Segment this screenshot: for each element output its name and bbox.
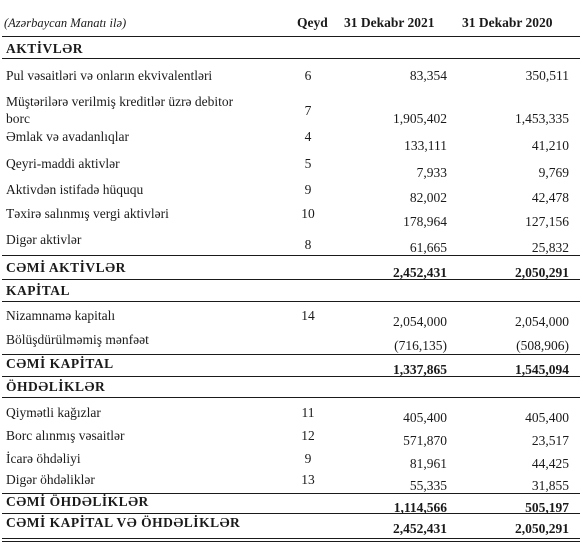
note-column-header: Qeyd <box>297 15 328 30</box>
header-divider <box>2 36 580 37</box>
section-divider <box>2 58 580 59</box>
year-2020-column-header: 31 Dekabr 2020 <box>462 15 553 30</box>
bottom-divider <box>2 538 580 539</box>
bottom-double-divider <box>2 541 580 542</box>
section-divider <box>2 397 580 398</box>
total-divider <box>2 354 580 355</box>
currency-unit: (Azərbaycan Manatı ilə) <box>4 16 127 30</box>
section-divider <box>2 279 580 280</box>
section-divider <box>2 376 580 377</box>
year-2021-column-header: 31 Dekabr 2021 <box>344 15 435 30</box>
balance-sheet: (Azərbaycan Manatı ilə) Qeyd 31 Dekabr 2021 31 Dekabr 2020 AKTİVLƏR Pul vəsaitləri və onların ekvivalentləri 6 83,354 350,511 Müştərilərə verilmiş kreditlər üzrə debitor 7 borc 1,905,402 1,453,335 Əmlak və avadanlıqlar 4 133,111 41,210 Qeyri-maddi aktivlər 5 7,933 9,769 Aktivdən istifadə hüququ 9 82,002 42,478 Təxirə salınmış vergi aktivləri 10 178,964 127,156 Digər aktivlər 8 61,665 25,832 CƏMİ AKTİVLƏR 2,452,431 2,050,291 KAPİTAL Nizamnamə kapitalı 14 2,054,000 2,054,000 Bölüşdürülməmiş mənfəət (716,135) (508,906) CƏMİ KAPİTAL 1,337,865 1,545,094 ÖHDƏLİKLƏR Qiymətli kağızlar 11 405,400 405,400 Borc alınmış vəsaitlər 12 571,870 23,517 İcarə öhdəliyi 9 81,961 44,425 Digər öhdəliklər 13 55,335 31,855 CƏMİ ÖHDƏLİKLƏR 1,114,566 505,197 CƏMİ KAPİTAL VƏ ÖHDƏLİKLƏR 2,452,431 2,050,291 <box>0 0 583 552</box>
table-header <box>0 0 583 36</box>
section-divider <box>2 513 580 514</box>
total-divider <box>2 255 580 256</box>
section-divider <box>2 301 580 302</box>
